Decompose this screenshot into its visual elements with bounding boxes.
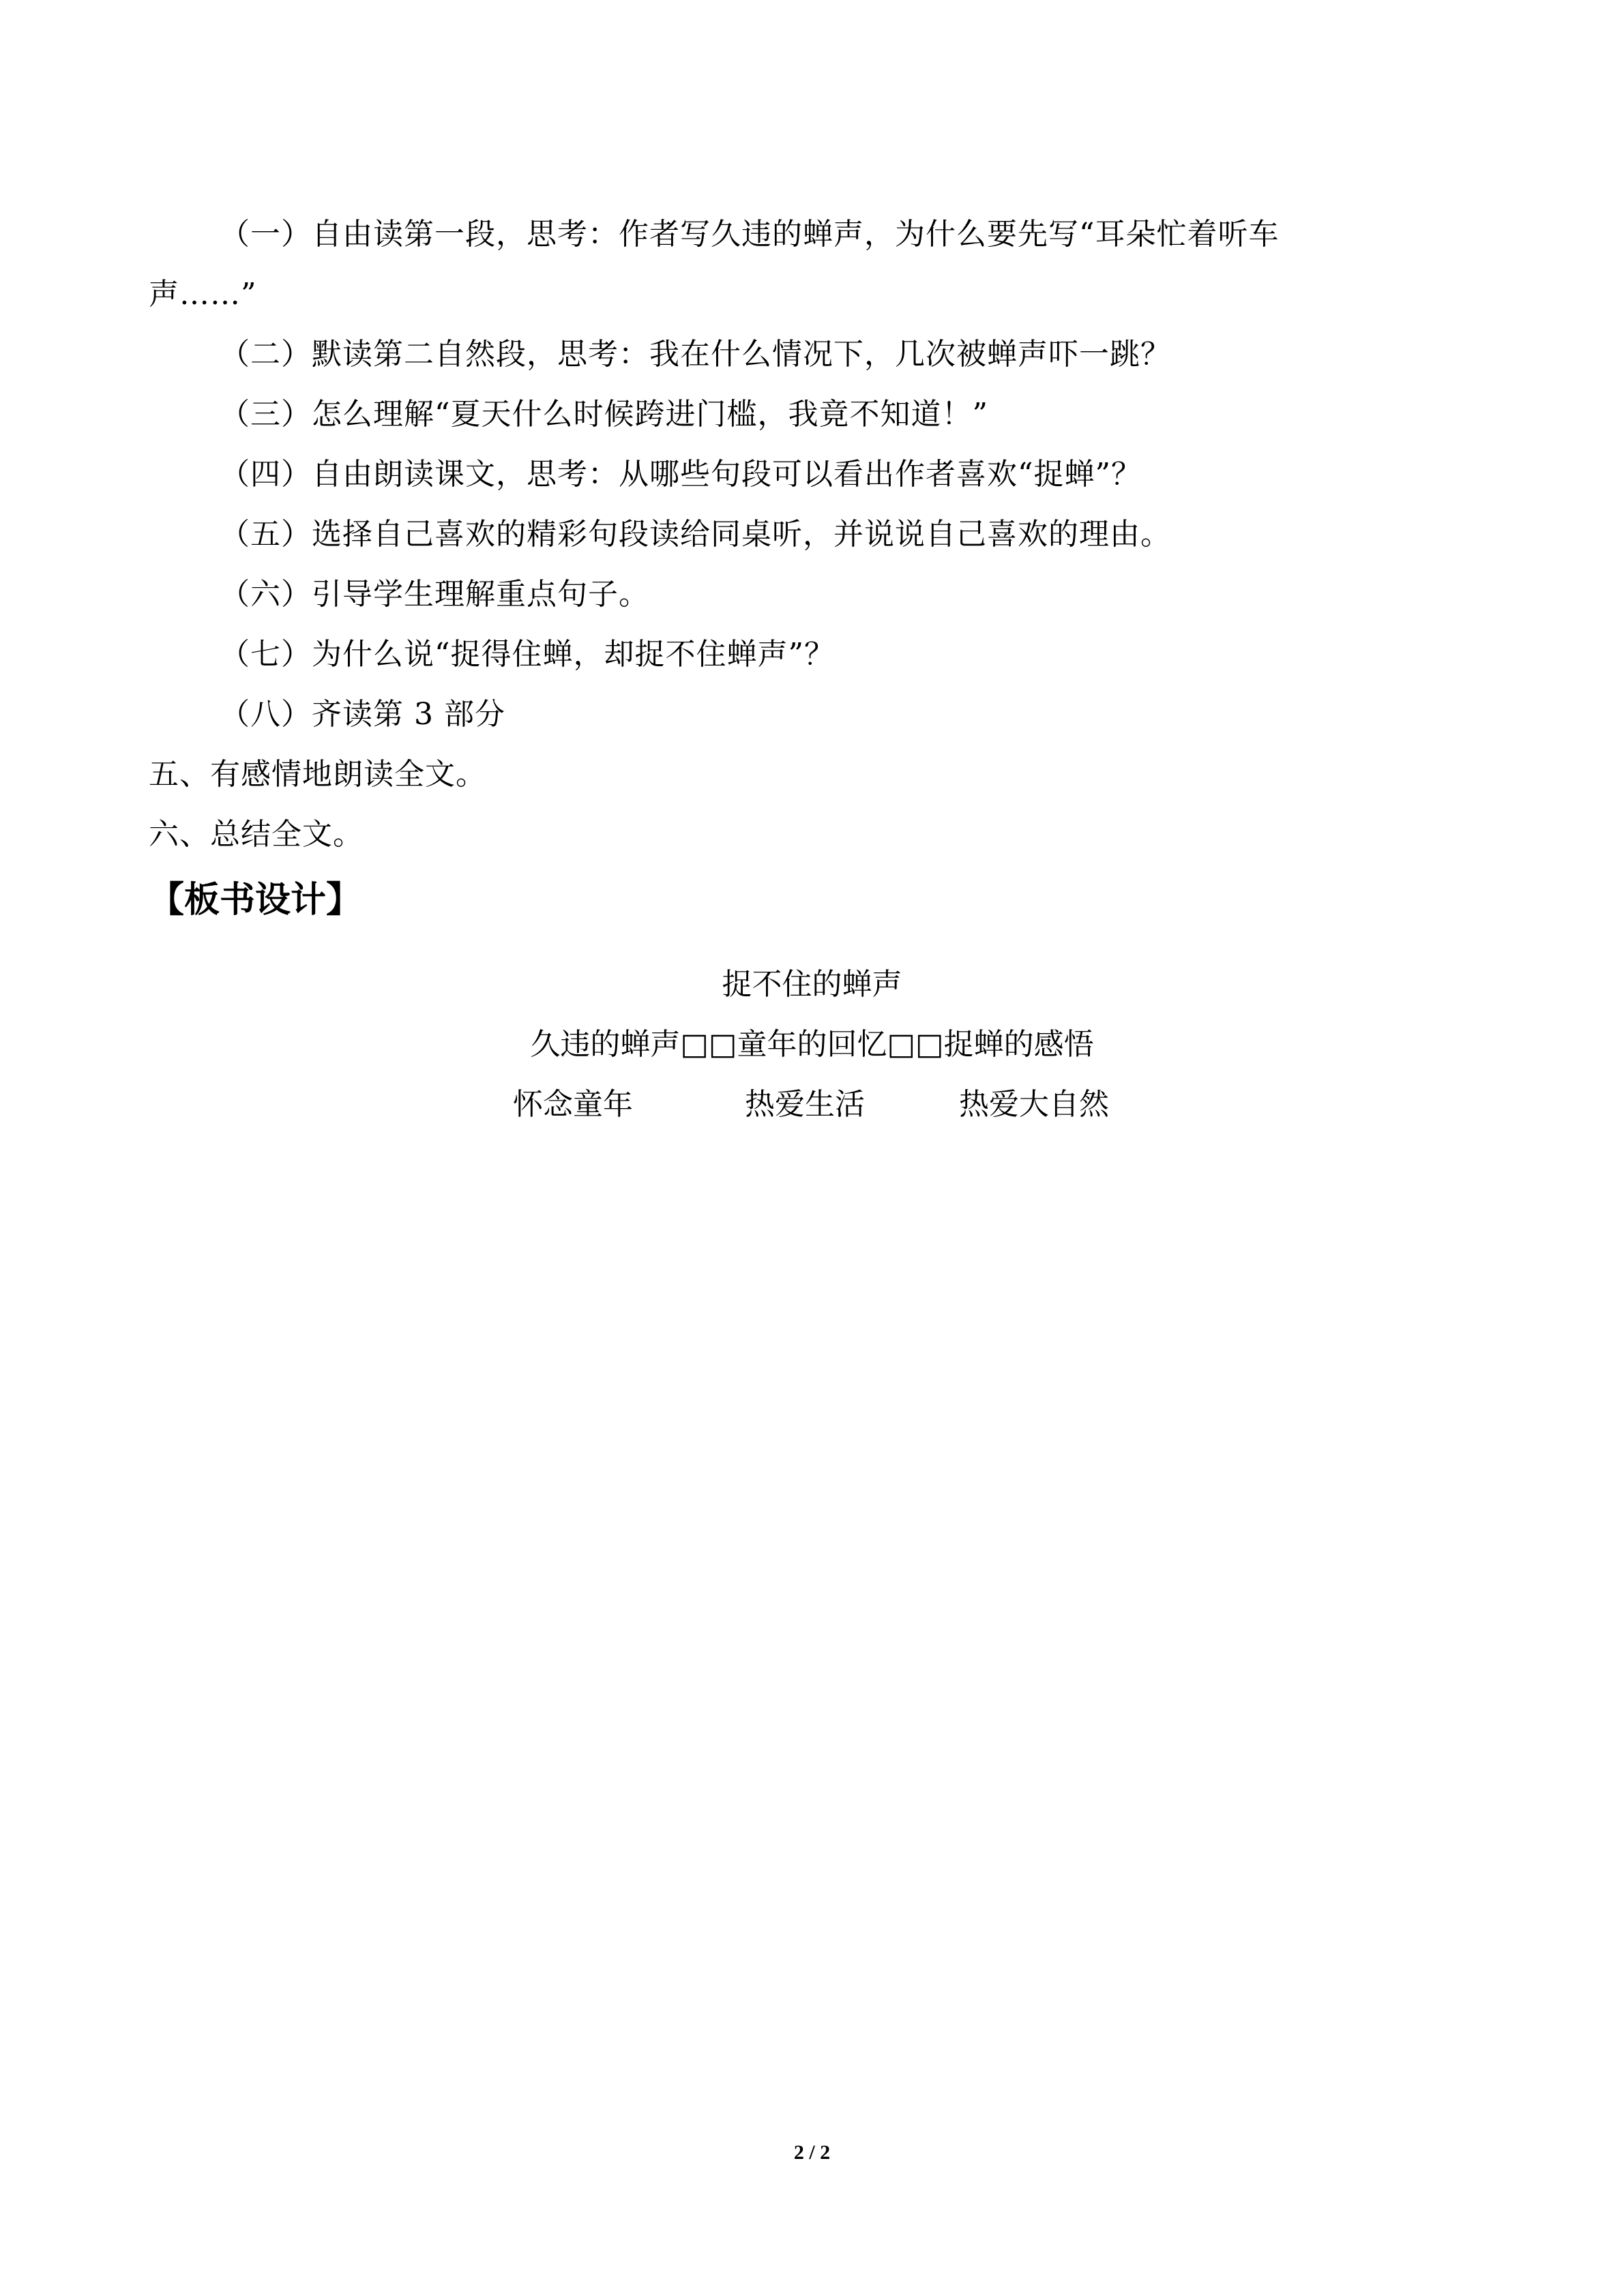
- board-theme-2: 热爱生活: [745, 1087, 865, 1122]
- board-flow: 久违的蝉声□□童年的回忆□□捉蝉的感悟: [530, 1027, 1094, 1062]
- board-theme-3: 热爱大自然: [959, 1087, 1109, 1122]
- step-1-line-1: （一）自由读第一段，思考：作者写久违的蝉声，为什么要先写“耳朵忙着听车: [220, 217, 1280, 252]
- page-number: 2 / 2: [793, 2141, 831, 2164]
- step-8: （八）齐读第 3 部分: [220, 697, 505, 732]
- step-2: （二）默读第二自然段，思考：我在什么情况下，几次被蝉声吓一跳？: [220, 337, 1171, 372]
- step-3: （三）怎么理解“夏天什么时候跨进门槛，我竟不知道！”: [220, 397, 988, 432]
- step-5: （五）选择自己喜欢的精彩句段读给同桌听，并说说自己喜欢的理由。: [220, 517, 1171, 552]
- step-4: （四）自由朗读课文，思考：从哪些句段可以看出作者喜欢“捉蝉”？: [220, 457, 1142, 492]
- step-1-line-2: 声……”: [149, 277, 257, 312]
- step-6: （六）引导学生理解重点句子。: [220, 577, 649, 612]
- board-theme-1: 怀念童年: [513, 1087, 633, 1122]
- board-title: 捉不住的蝉声: [722, 967, 902, 1002]
- step-7: （七）为什么说“捉得住蝉，却捉不住蝉声”？: [220, 637, 835, 672]
- board-design-heading: 【板书设计】: [149, 880, 362, 921]
- section-six: 六、总结全文。: [149, 817, 364, 852]
- section-five: 五、有感情地朗读全文。: [149, 757, 486, 792]
